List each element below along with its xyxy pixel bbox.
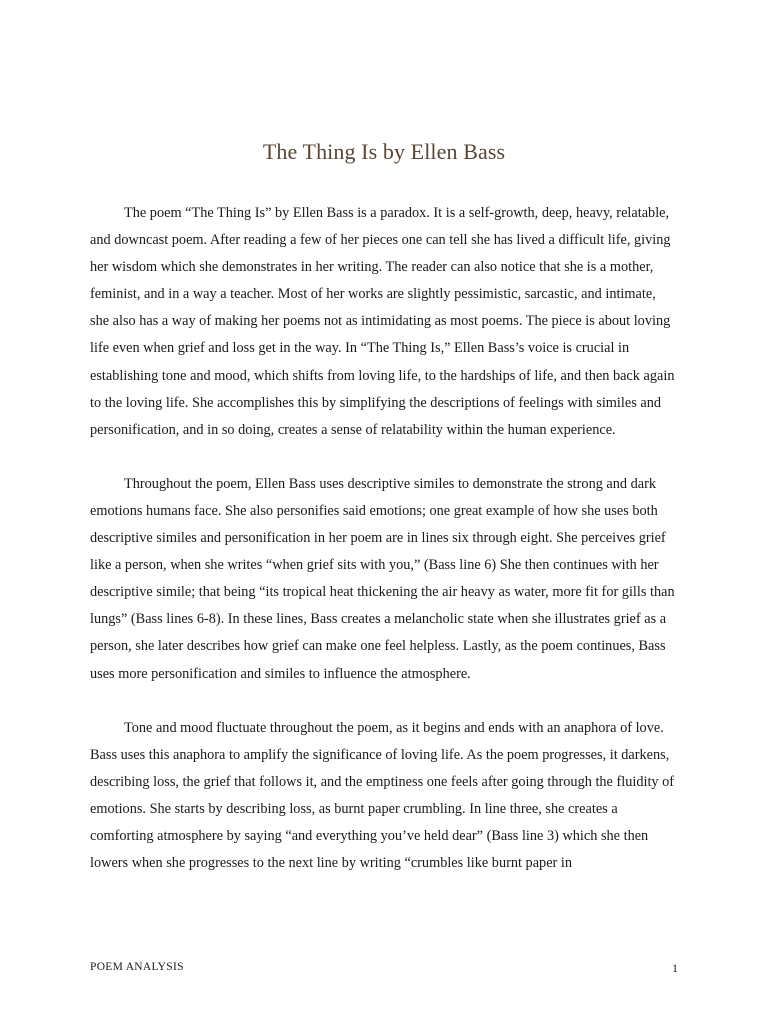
- paragraph-2: Throughout the poem, Ellen Bass uses descriptive similes to demonstrate the strong and dark emotions humans face. She also personifies said emotions; one great example of how she uses both descriptive similes and personification in her poem are in lines six through eight. She perceives grief like a person, when she writes “when grief sits with you,” (Bass line 6) She then continues with her descriptive simile; that being “its tropical heat thickening the air heavy as water, more fit for gills than lungs” (Bass lines 6-8). In these lines, Bass creates a melancholic state when she illustrates grief as a person, she later describes how grief can make one feel helpless. Lastly, as the poem continues, Bass uses more personification and similes to influence the atmosphere.: [90, 475, 675, 682]
- paragraph-1: The poem “The Thing Is” by Ellen Bass is a paradox. It is a self-growth, deep, heavy, relatable, and downcast poem. After reading a few of her pieces one can tell she has lived a difficult life, giving her wisdom which she demonstrates in her writing. The reader can also notice that she is a mother, feminist, and in a way a teacher. Most of her works are slightly pessimistic, sarcastic, and intimate, she also has a way of making her poems not as intimidating as most poems. The piece is about loving life even when grief and loss get in the way. In “The Thing Is,” Ellen Bass’s voice is crucial in establishing tone and mood, which shifts from loving life, to the hardships of life, and then back again to the loving life. She accomplishes this by simplifying the descriptions of feelings with similes and personification, and in so doing, creates a sense of relatability within the human experience.: [90, 205, 675, 438]
- document-body: [90, 200, 678, 904]
- running-head: POEM ANALYSIS: [90, 961, 184, 973]
- paragraph-3: Tone and mood fluctuate throughout the poem, as it begins and ends with an anaphora of love. Bass uses this anaphora to amplify the significance of loving life. As the poem progresses, it darkens, describing loss, the grief that follows it, and the emptiness one feels after going through the fluidity of emotions. She starts by describing loss, as burnt paper crumbling. In line three, she creates a comforting atmosphere by saying “and everything you’ve held dear” (Bass line 3) which she then lowers when she progresses to the next line by writing “crumbles like burnt paper in: [90, 719, 675, 872]
- document-title: The Thing Is by Ellen Bass: [262, 139, 506, 164]
- page-number: 1: [672, 961, 678, 975]
